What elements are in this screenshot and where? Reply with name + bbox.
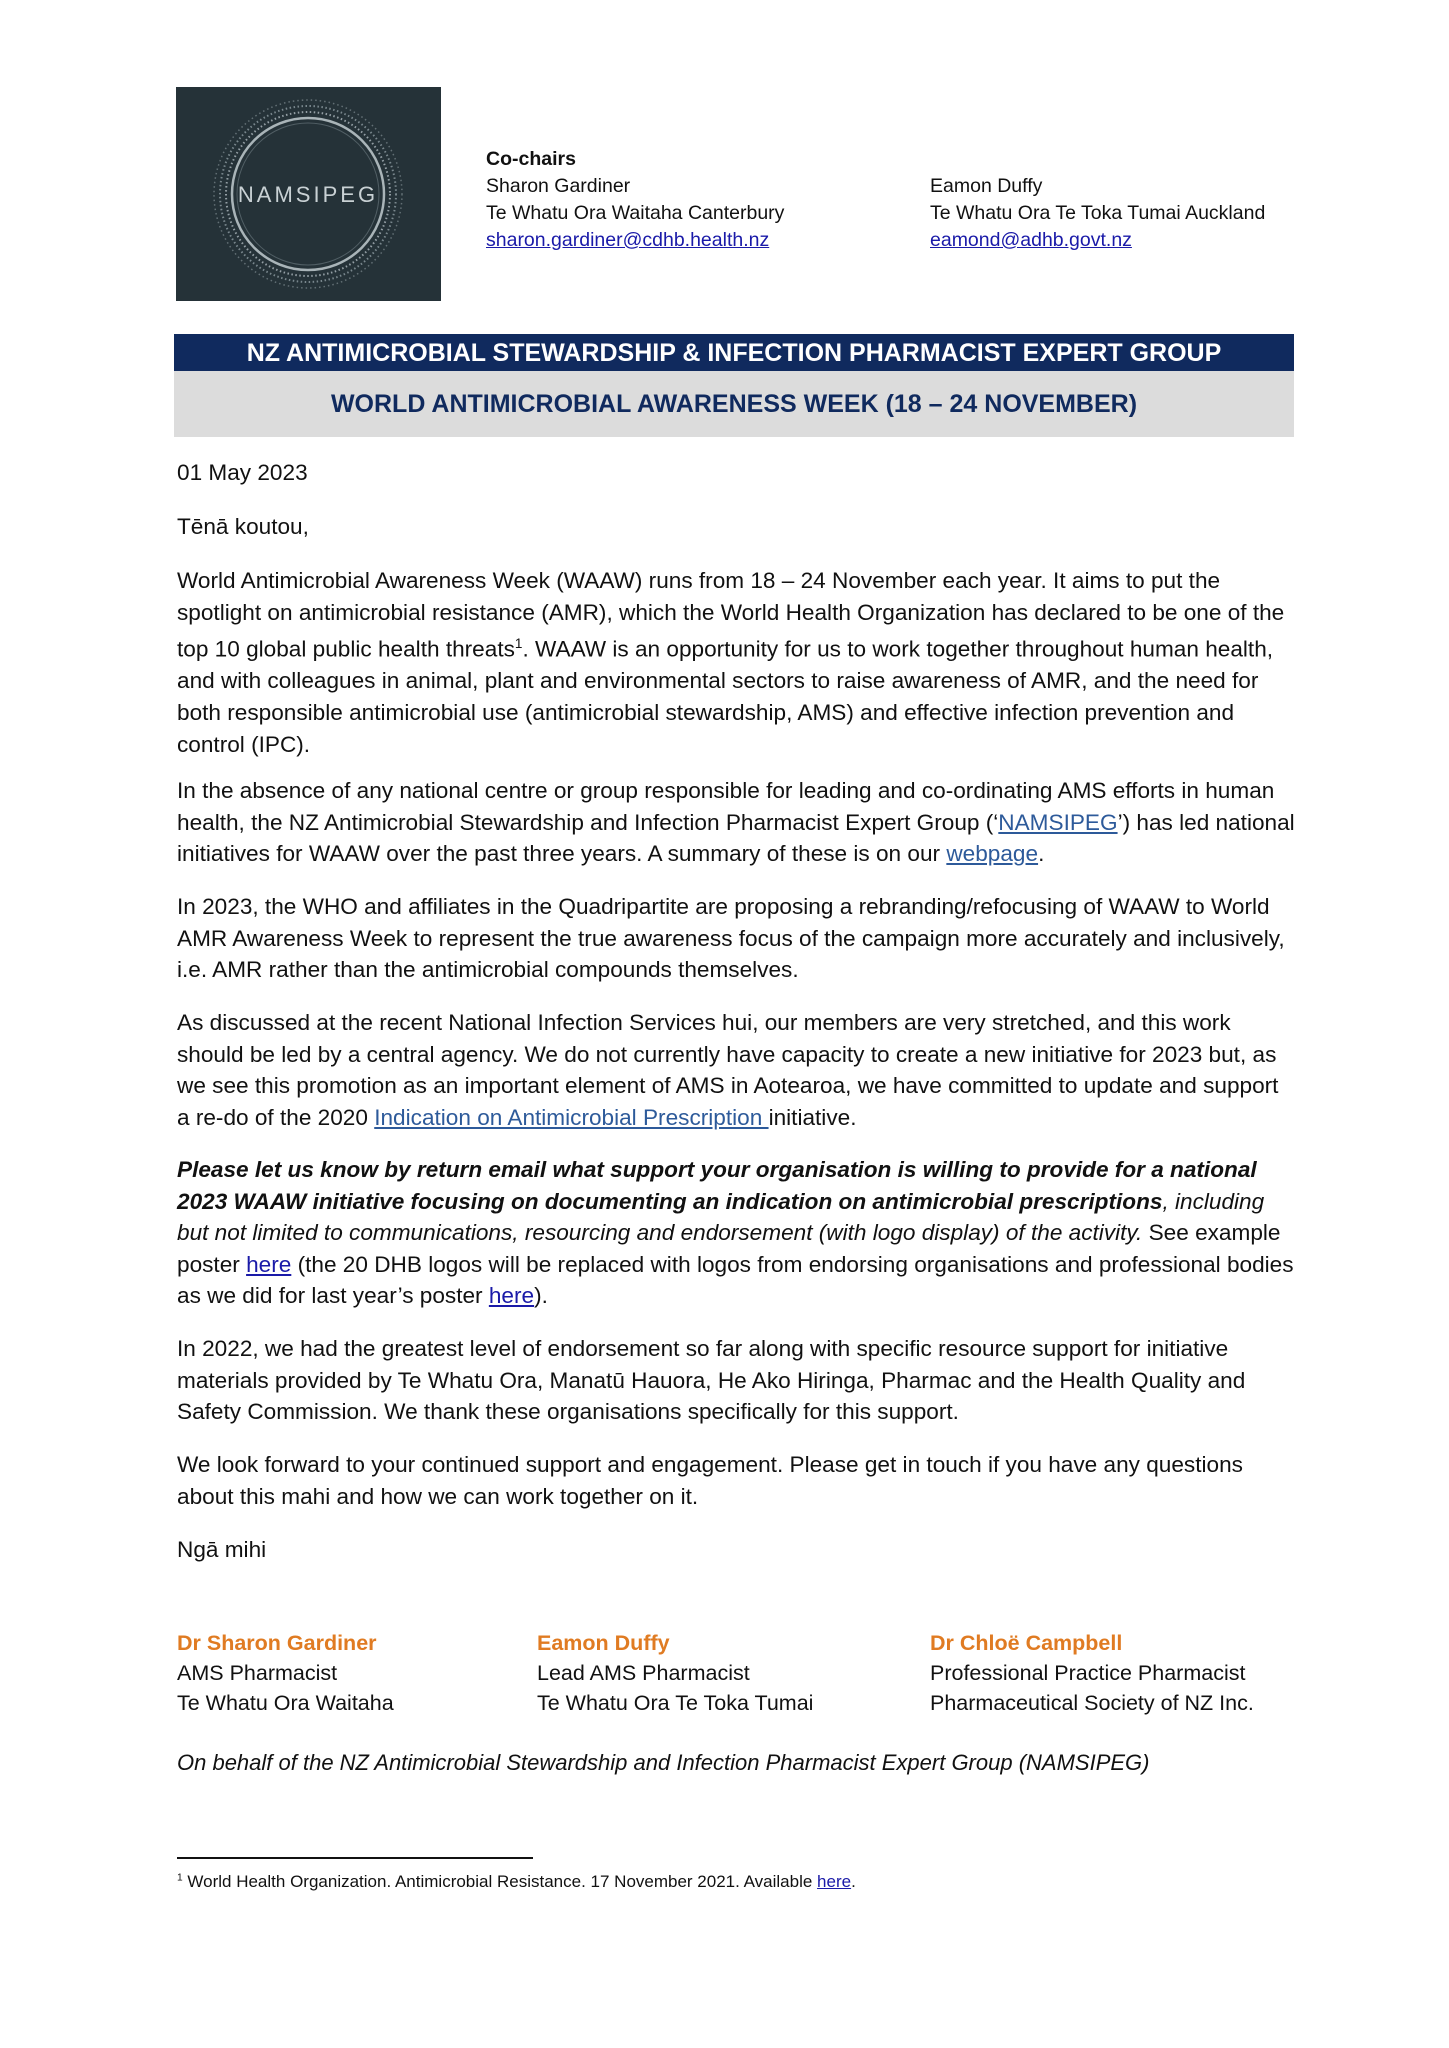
signatory-org: Te Whatu Ora Waitaha	[177, 1691, 394, 1715]
p5-text-a: See example poster	[177, 1220, 1281, 1277]
paragraph-7	[177, 1449, 1297, 1512]
footnote-text: World Health Organization. Antimicrobial Resistance. 17 November 2021. Available	[182, 1872, 818, 1891]
signatory-2	[537, 1628, 813, 1718]
p2-text-b: ’) has led national initiatives for WAAW over the past three years. A summary of these is on our	[177, 809, 1295, 867]
signatory-name: Eamon Duffy	[537, 1631, 670, 1655]
footnote-here-link[interactable]: here	[817, 1872, 852, 1891]
banner-event-title: WORLD ANTIMICROBIAL AWARENESS WEEK (18 – 24 NOVEMBER)	[174, 371, 1294, 437]
paragraph-6	[177, 1333, 1297, 1428]
paragraph-1	[177, 565, 1297, 760]
poster-here-link[interactable]: here	[246, 1251, 292, 1277]
p7-text: We look forward to your continued support and engagement. Please get in touch if you have any questions about this mahi and how we can work together on it.	[177, 1452, 1243, 1509]
footnote-divider	[177, 1857, 533, 1859]
signatory-name: Dr Sharon Gardiner	[177, 1631, 377, 1655]
p5-bold-request: Please let us know by return email what support your organisation is willing to provide for a national 2023 WAAW initiative focusing on documenting an indication on antimicrobial prescriptions	[177, 1157, 1257, 1214]
signatory-1	[177, 1628, 394, 1718]
footnote	[177, 1872, 856, 1892]
p4-text-a: As discussed at the recent National Infection Services hui, our members are very stretched, and this work should be led by a central agency. We do not currently have capacity to create a new initiative for 2023 but, as we see this promotion as an important element of AMS in Aotearoa, we have committed to update and support a re-do of the 2020	[177, 1010, 1279, 1130]
last-year-poster-link[interactable]: here	[488, 1283, 535, 1309]
paragraph-5	[177, 1154, 1297, 1312]
p2-text-a: In the absence of any national centre or group responsible for leading and co-ordinating AMS efforts in human health, the NZ Antimicrobial Stewardship and Infection Pharmacist Expert Group (‘	[177, 778, 1275, 835]
signatory-3	[930, 1628, 1254, 1718]
footnote-end: .	[851, 1872, 856, 1891]
signatory-role: Lead AMS Pharmacist	[537, 1661, 750, 1685]
banner-group-title: NZ ANTIMICROBIAL STEWARDSHIP & INFECTION PHARMACIST EXPERT GROUP	[174, 334, 1294, 371]
p1-text-a: World Antimicrobial Awareness Week (WAAW) runs from 18 – 24 November each year. It aims to put the spotlight on antimicrobial resistance (AMR), which the World Health Organization has declared to be one of the top 10 global public health threats	[177, 568, 1285, 662]
p2-text-c: .	[1038, 841, 1045, 867]
cochair-left-email-link[interactable]: sharon.gardiner@cdhb.health.nz	[486, 229, 770, 251]
signatory-org: Te Whatu Ora Te Toka Tumai	[537, 1691, 814, 1715]
p5-text-b: (the 20 DHB logos will be replaced with logos from endorsing organisations and professional bodies as we did for last year’s poster	[177, 1251, 1294, 1309]
namsipeg-link[interactable]: NAMSIPEG	[998, 809, 1118, 835]
p1-text-b: . WAAW is an opportunity for us to work together throughout human health, and with colleagues in animal, plant and environmental sectors to raise awareness of AMR, and the need for both responsible antimicrobial use (antimicrobial stewardship, AMS) and effective infection prevention and control (IPC).	[177, 636, 1274, 757]
logo-text: NAMSIPEG	[237, 182, 379, 207]
signatory-org: Pharmaceutical Society of NZ Inc.	[930, 1691, 1254, 1715]
signatory-role: Professional Practice Pharmacist	[930, 1661, 1246, 1685]
p5-italic: , including but not limited to communications, resourcing and endorsement (with logo display) of the activity.	[177, 1188, 1265, 1246]
logo-ring-graphic	[176, 87, 441, 301]
p4-text-b: initiative.	[768, 1104, 857, 1130]
namsipeg-logo	[176, 87, 441, 301]
letter-date: 01 May 2023	[177, 460, 308, 485]
p6-text: In 2022, we had the greatest level of endorsement so far along with specific resource support for initiative materials provided by Te Whatu Ora, Manatū Hauora, He Ako Hiringa, Pharmac and the Health Quality and Safety Commission. We thank these organisations specifically for this support.	[177, 1336, 1246, 1425]
paragraph-2	[177, 775, 1297, 870]
cochair-left-org: Te Whatu Ora Waitaha Canterbury	[486, 202, 785, 224]
on-behalf-line: On behalf of the NZ Antimicrobial Stewardship and Infection Pharmacist Expert Group (NAMSIPEG)	[177, 1750, 1150, 1775]
letter-greeting: Tēnā koutou,	[177, 514, 309, 539]
cochairs-title: Co-chairs	[486, 148, 576, 170]
cochair-left-name: Sharon Gardiner	[486, 175, 631, 197]
cochair-right	[930, 173, 1265, 254]
webpage-link[interactable]: webpage	[946, 841, 1039, 867]
indication-link[interactable]: Indication on Antimicrobial Prescription	[374, 1104, 769, 1130]
signatory-role: AMS Pharmacist	[177, 1661, 338, 1685]
paragraph-3	[177, 891, 1297, 986]
p3-text: In 2023, the WHO and affiliates in the Quadripartite are proposing a rebranding/refocusing of WAAW to World AMR Awareness Week to represent the true awareness focus of the campaign more accurately and inclusively, i.e. AMR rather than the antimicrobial compounds themselves.	[177, 894, 1285, 983]
signoff: Ngā mihi	[177, 1537, 267, 1562]
footnote-ref[interactable]: 1	[514, 636, 523, 652]
footnote-number: 1	[177, 1872, 183, 1884]
cochair-right-org: Te Whatu Ora Te Toka Tumai Auckland	[930, 202, 1266, 224]
signatory-name: Dr Chloë Campbell	[930, 1631, 1123, 1655]
cochair-right-name: Eamon Duffy	[930, 175, 1043, 197]
cochair-left	[486, 146, 784, 254]
paragraph-4	[177, 1007, 1297, 1133]
cochair-right-email-link[interactable]: eamond@adhb.govt.nz	[930, 229, 1132, 251]
p5-text-c: ).	[534, 1283, 548, 1309]
